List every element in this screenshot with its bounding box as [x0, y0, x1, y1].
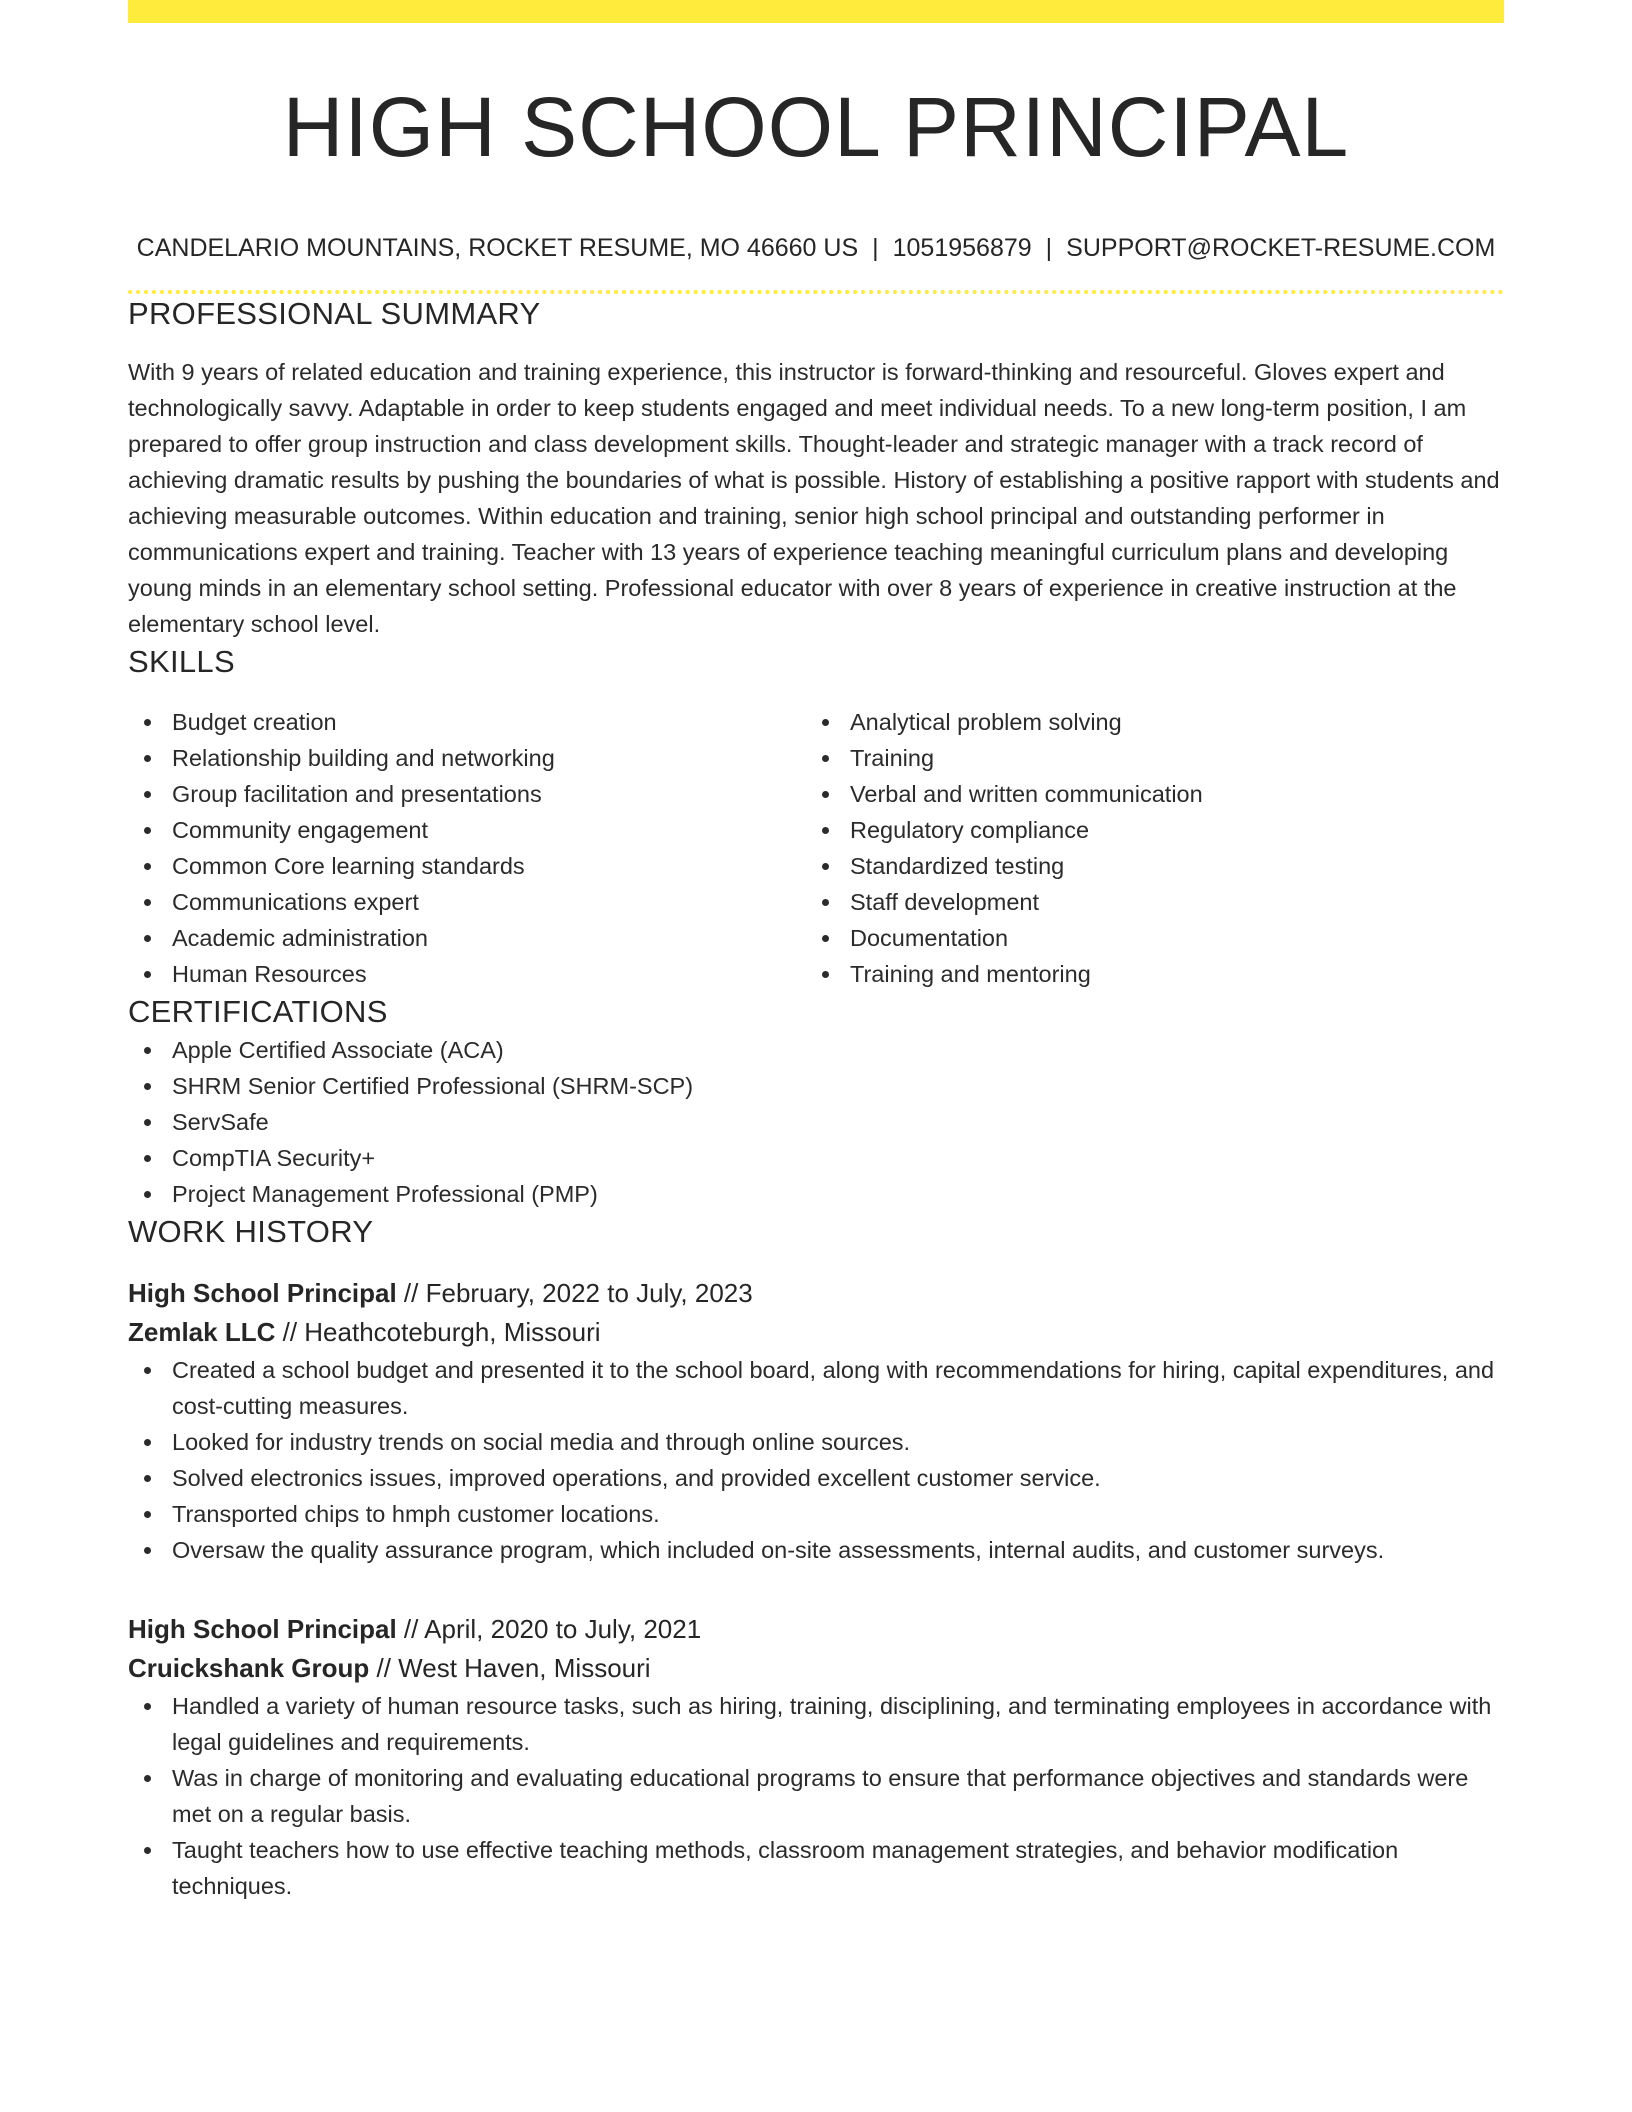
skill-item: Staff development [806, 884, 1484, 920]
contact-line [128, 233, 1504, 263]
certification-item: Apple Certified Associate (ACA) [128, 1032, 1504, 1068]
certification-item: ServSafe [128, 1104, 1504, 1140]
job-role: High School Principal [128, 1278, 397, 1308]
job-dates: // February, 2022 to July, 2023 [396, 1278, 753, 1308]
job-duty: Handled a variety of human resource tasks, such as hiring, training, disciplining, and terminating employees in accordance with legal guidelines and requirements. [128, 1688, 1504, 1760]
job-company: Zemlak LLC [128, 1317, 276, 1347]
skill-item: Group facilitation and presentations [128, 776, 806, 812]
skill-item: Academic administration [128, 920, 806, 956]
skill-item: Community engagement [128, 812, 806, 848]
certification-item: CompTIA Security+ [128, 1140, 1504, 1176]
job-role: High School Principal [128, 1614, 397, 1644]
summary-text: With 9 years of related education and training experience, this instructor is forward-thinking and resourceful. Gloves expert and technologically savvy. Adaptable in order to keep students engaged and meet individual needs. To a new long-term position, I am prepared to offer group instruction and class development skills. Thought-leader and strategic manager with a track record of achieving dramatic results by pushing the boundaries of what is possible. History of establishing a positive rapport with students and achieving measurable outcomes. Within education and training, senior high school principal and outstanding performer in communications expert and training. Teacher with 13 years of experience teaching meaningful curriculum plans and developing young minds in an elementary school setting. Professional educator with over 8 years of experience in creative instruction at the elementary school level. [128, 359, 1500, 637]
job-entry [128, 1274, 1504, 1568]
skills-heading: SKILLS [128, 644, 235, 679]
job-duty: Created a school budget and presented it to the school board, along with recommendations for hiring, capital expenditures, and cost-cutting measures. [128, 1352, 1504, 1424]
job-duty: Looked for industry trends on social media and through online sources. [128, 1424, 1504, 1460]
skill-item: Budget creation [128, 704, 806, 740]
certifications-list [128, 1032, 1504, 1212]
resume-page [128, 0, 1504, 1904]
skill-item: Relationship building and networking [128, 740, 806, 776]
contact-separator: | [872, 234, 879, 262]
accent-bar [128, 0, 1504, 23]
work-history-heading: WORK HISTORY [128, 1214, 374, 1249]
job-duties-list [128, 1688, 1504, 1904]
job-dates: // April, 2020 to July, 2021 [396, 1614, 702, 1644]
job-title-line [128, 1274, 1504, 1352]
job-duty: Solved electronics issues, improved operations, and provided excellent customer service. [128, 1460, 1504, 1496]
skills-columns [128, 704, 1504, 992]
contact-email: SUPPORT@ROCKET-RESUME.COM [1066, 234, 1496, 262]
skill-item: Training and mentoring [806, 956, 1484, 992]
contact-phone: 1051956879 [892, 234, 1032, 262]
job-duty: Was in charge of monitoring and evaluating educational programs to ensure that performance objectives and standards were met on a regular basis. [128, 1760, 1504, 1832]
resume-name: HIGH SCHOOL PRINCIPAL [282, 80, 1350, 174]
job-duty: Taught teachers how to use effective teaching methods, classroom management strategies, and behavior modification techniques. [128, 1832, 1504, 1904]
skill-item: Regulatory compliance [806, 812, 1484, 848]
contact-address: CANDELARIO MOUNTAINS, ROCKET RESUME, MO 46660 US [136, 234, 859, 262]
skills-list-left [128, 704, 806, 992]
skill-item: Communications expert [128, 884, 806, 920]
skill-item: Human Resources [128, 956, 806, 992]
skill-item: Training [806, 740, 1484, 776]
skills-list-right [806, 704, 1484, 992]
job-duty: Oversaw the quality assurance program, which included on-site assessments, internal audits, and customer surveys. [128, 1532, 1504, 1568]
job-title-line [128, 1610, 1504, 1688]
skill-item: Common Core learning standards [128, 848, 806, 884]
contact-separator: | [1045, 234, 1053, 262]
skill-item: Verbal and written communication [806, 776, 1484, 812]
certification-item: SHRM Senior Certified Professional (SHRM-SCP) [128, 1068, 1504, 1104]
job-location: // West Haven, Missouri [369, 1653, 651, 1683]
certification-item: Project Management Professional (PMP) [128, 1176, 1504, 1212]
job-entry [128, 1610, 1504, 1904]
certifications-heading: CERTIFICATIONS [128, 994, 388, 1029]
job-location: // Heathcoteburgh, Missouri [275, 1317, 601, 1347]
skill-item: Standardized testing [806, 848, 1484, 884]
skill-item: Analytical problem solving [806, 704, 1484, 740]
job-duty: Transported chips to hmph customer locations. [128, 1496, 1504, 1532]
skill-item: Documentation [806, 920, 1484, 956]
job-company: Cruickshank Group [128, 1653, 370, 1683]
job-duties-list [128, 1352, 1504, 1568]
summary-heading: PROFESSIONAL SUMMARY [128, 296, 541, 331]
